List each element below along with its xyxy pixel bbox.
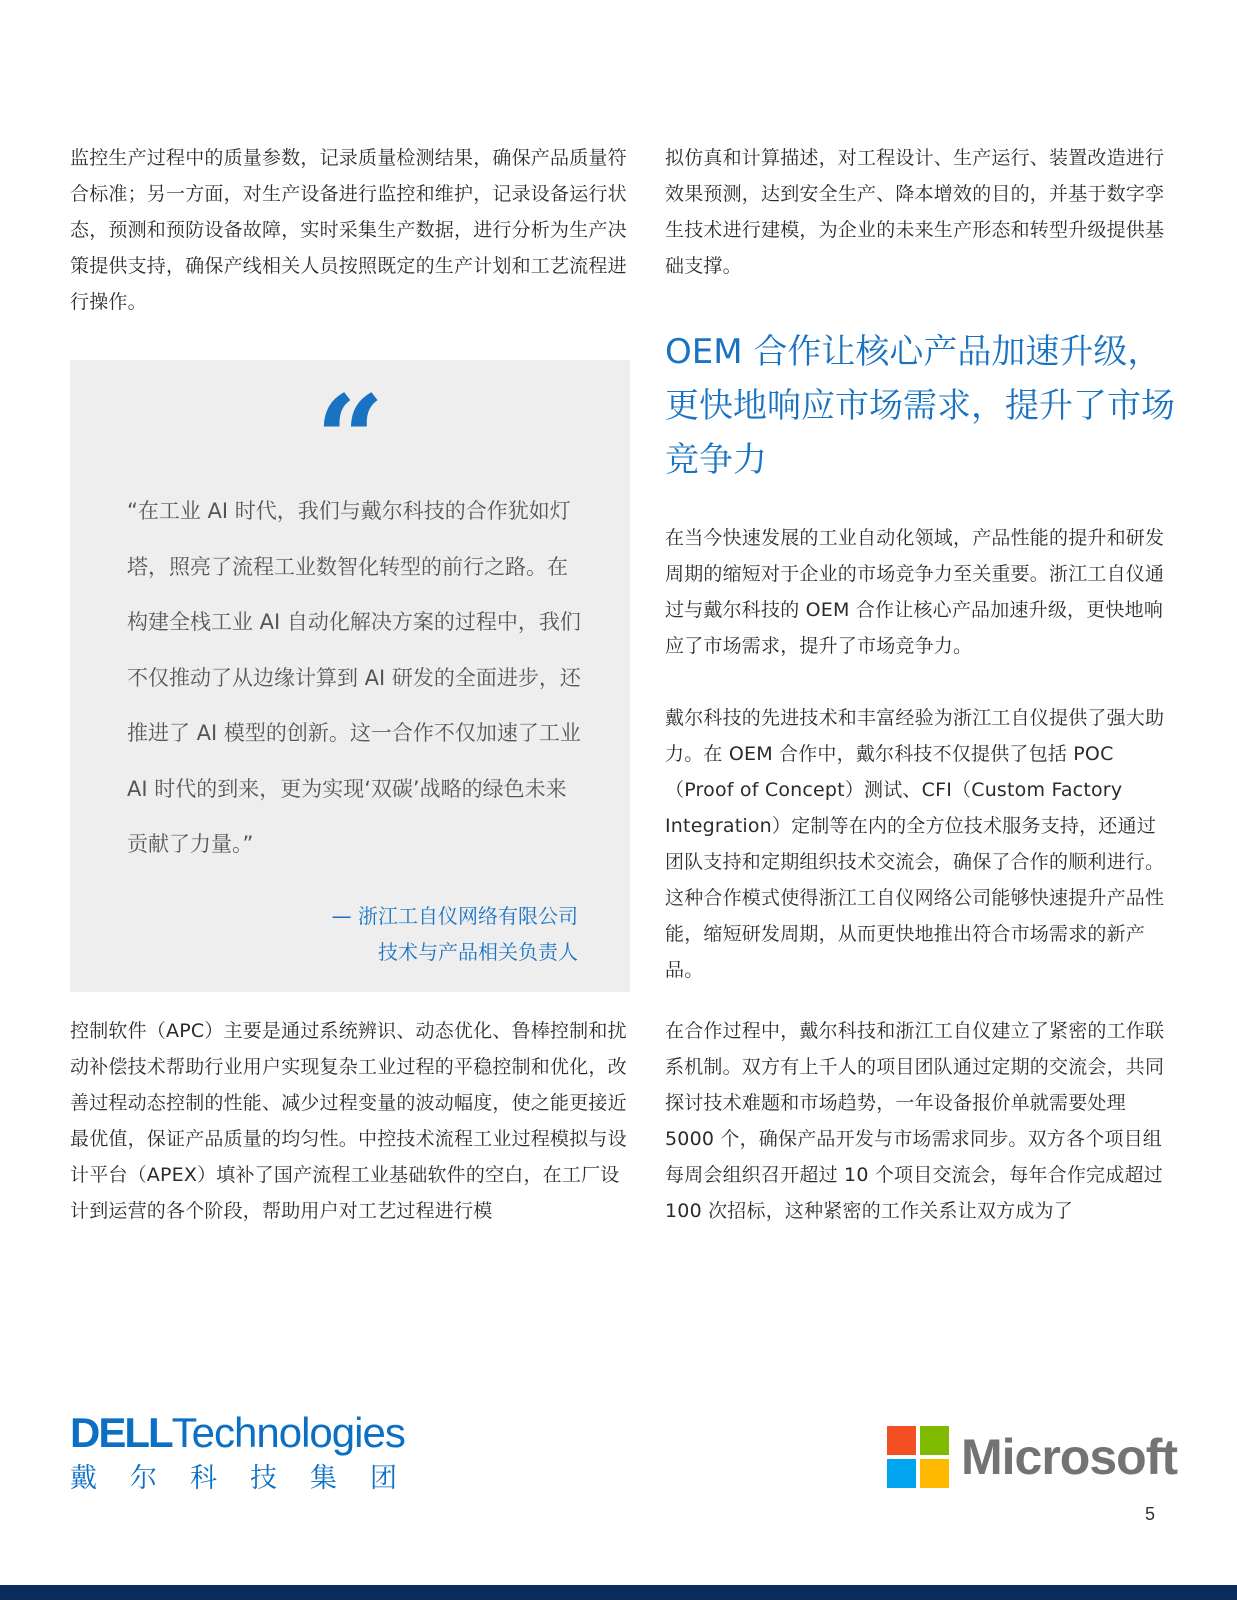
pull-quote-box (70, 360, 630, 992)
dell-technologies-logo (70, 1409, 430, 1494)
dell-chinese-name: 戴尔科技集团 (70, 1463, 430, 1494)
microsoft-logo (887, 1426, 1177, 1488)
dell-wordmark (70, 1409, 430, 1456)
microsoft-windows-icon (887, 1426, 949, 1488)
ms-red-square (887, 1426, 916, 1455)
quote-mark-icon: “ (315, 369, 385, 510)
right-paragraph-1: 在当今快速发展的工业自动化领域，产品性能的提升和研发周期的缩短对于企业的市场竞争力至关重要。浙江工自仪通过与戴尔科技的 OEM 合作让核心产品加速升级，更快地响应了市场需求，提升了市场竞争力。 (665, 527, 1165, 657)
left-paragraph-top: 监控生产过程中的质量参数，记录质量检测结果，确保产品质量符合标准；另一方面，对生产设备进行监控和维护，记录设备运行状态，预测和预防设备故障，实时采集生产数据，进行分析为生产决策提供支持，确保产线相关人员按照既定的生产计划和工艺流程进行操作。 (70, 147, 627, 313)
page-number: 5 (1145, 1504, 1156, 1524)
ms-yellow-square (920, 1459, 949, 1488)
section-heading: OEM 合作让核心产品加速升级，更快地响应市场需求，提升了市场竞争力 (665, 332, 1175, 480)
dell-wordmark-light: Technologies (171, 1409, 405, 1456)
dell-wordmark-bold: DELL (70, 1409, 172, 1456)
quote-attribution-role: 技术与产品相关负责人 (378, 940, 578, 964)
quote-attribution (332, 898, 578, 970)
quote-text: “在工业 AI 时代，我们与戴尔科技的合作犹如灯塔，照亮了流程工业数智化转型的前行之路。在构建全栈工业 AI 自动化解决方案的过程中，我们不仅推动了从边缘计算到 AI 研发的全面进步，还推进了 AI 模型的创新。这一合作不仅加速了工业 AI 时代的到来，更为实现‘双碳’战略的绿色未来贡献了力量。” (127, 499, 581, 856)
ms-blue-square (887, 1459, 916, 1488)
right-paragraph-3: 在合作过程中，戴尔科技和浙江工自仪建立了紧密的工作联系机制。双方有上千人的项目团队通过定期的交流会，共同探讨技术难题和市场趋势，一年设备报价单就需要处理 5000 个，确保产品开发与市场需求同步。双方各个项目组每周会组织召开超过 10 个项目交流会，每年合作完成超过 100 次招标，这种紧密的工作关系让双方成为了 (665, 1020, 1165, 1222)
ms-green-square (920, 1426, 949, 1455)
right-paragraph-top: 拟仿真和计算描述，对工程设计、生产运行、装置改造进行效果预测，达到安全生产、降本增效的目的，并基于数字孪生技术进行建模，为企业的未来生产形态和转型升级提供基础支撑。 (665, 147, 1165, 277)
quote-attribution-company: — 浙江工自仪网络有限公司 (331, 904, 578, 928)
footer-bar (0, 1585, 1237, 1600)
left-paragraph-bottom: 控制软件（APC）主要是通过系统辨识、动态优化、鲁棒控制和扰动补偿技术帮助行业用户实现复杂工业过程的平稳控制和优化，改善过程动态控制的性能、减少过程变量的波动幅度，使之能更接近最优值，保证产品质量的均匀性。中控技术流程工业过程模拟与设计平台（APEX）填补了国产流程工业基础软件的空白，在工厂设计到运营的各个阶段，帮助用户对工艺过程进行模 (70, 1020, 627, 1222)
right-paragraph-2: 戴尔科技的先进技术和丰富经验为浙江工自仪提供了强大助力。在 OEM 合作中，戴尔科技不仅提供了包括 POC（Proof of Concept）测试、CFI（Custom Factory Integration）定制等在内的全方位技术服务支持，还通过团队支持和定期组织技术交流会，确保了合作的顺利进行。这种合作模式使得浙江工自仪网络公司能够快速提升产品性能，缩短研发周期，从而更快地推出符合市场需求的新产品。 (665, 707, 1165, 981)
microsoft-wordmark: Microsoft (961, 1429, 1177, 1485)
